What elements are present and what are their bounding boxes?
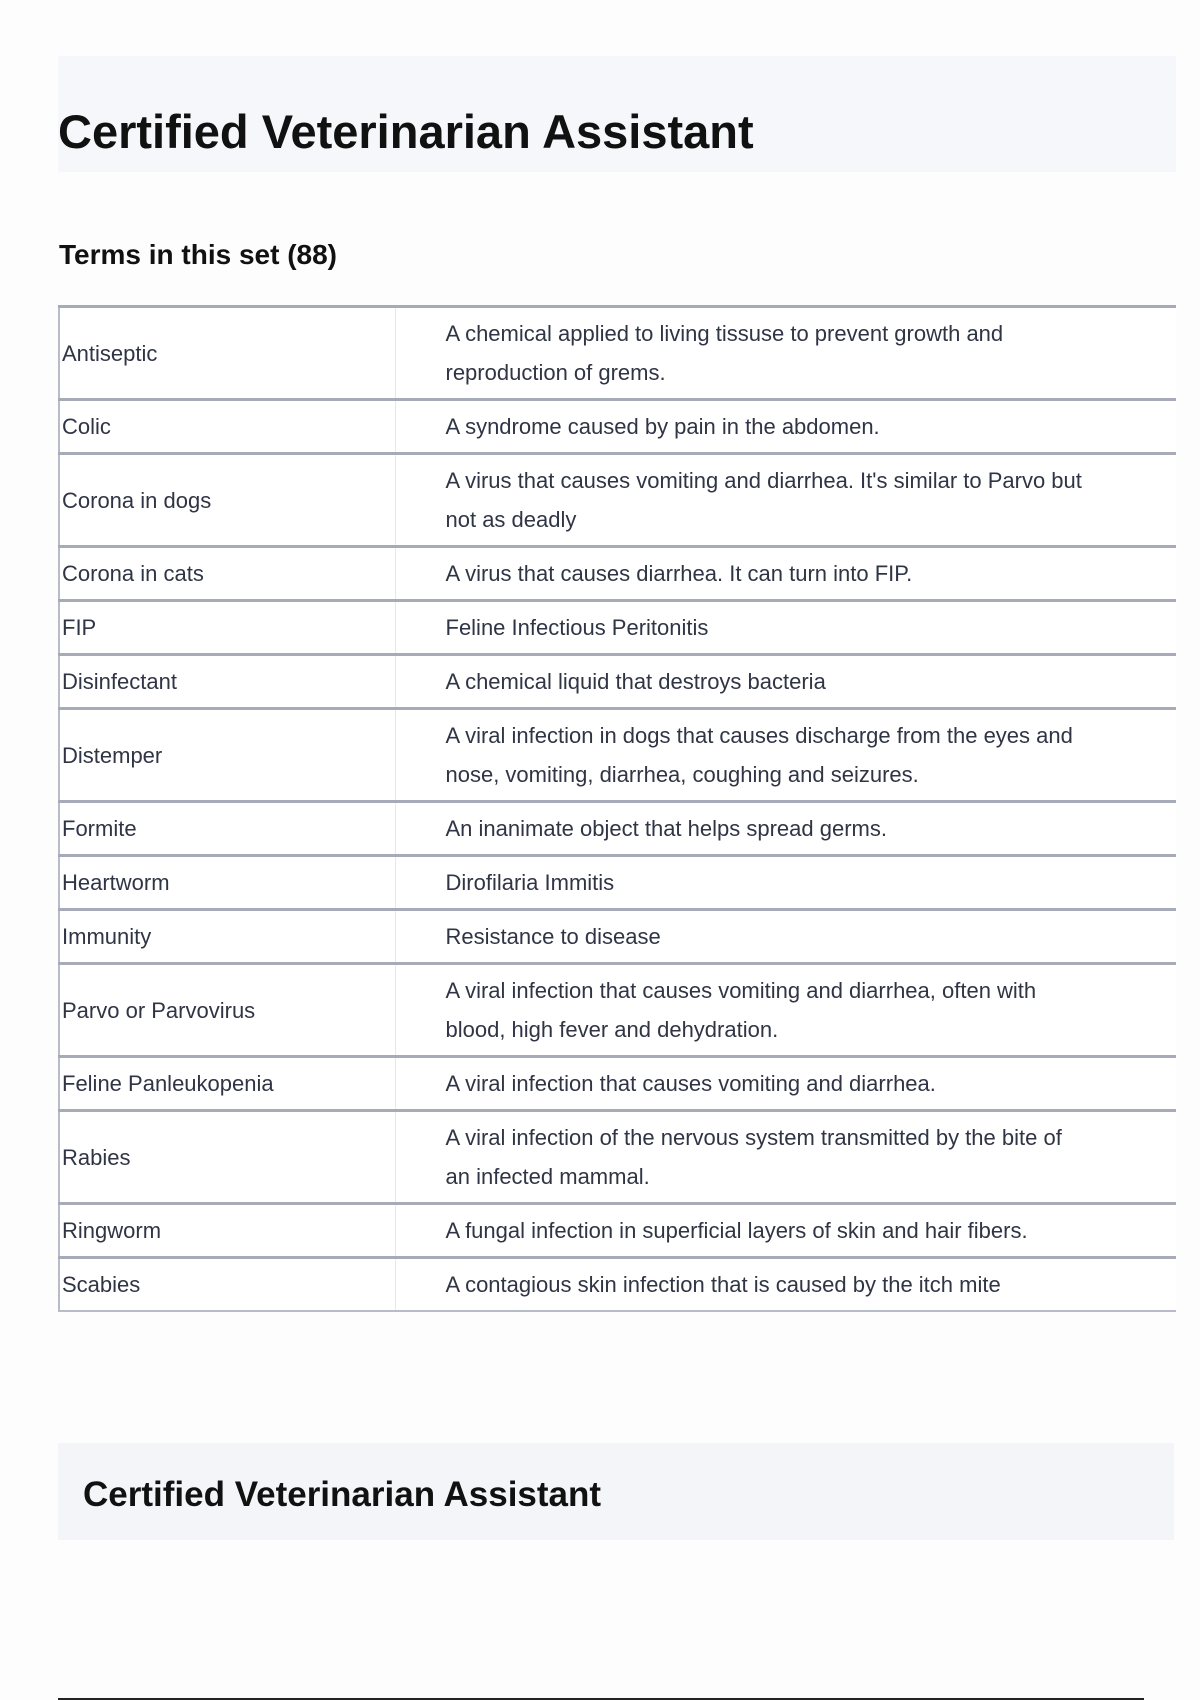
term-cell: Immunity [59,910,395,964]
definition-cell: Dirofilaria Immitis [395,856,1176,910]
definition-cell: A virus that causes diarrhea. It can turn into FIP. [395,547,1176,601]
page-title: Certified Veterinarian Assistant [58,105,754,158]
table-row [59,910,1176,964]
term-cell: Scabies [59,1258,395,1312]
table-row [59,454,1176,547]
term-cell: Formite [59,802,395,856]
table-row [59,1057,1176,1111]
term-cell: Colic [59,400,395,454]
footer-title: Certified Veterinarian Assistant [83,1475,602,1514]
definition-cell: A viral infection in dogs that causes discharge from the eyes and nose, vomiting, diarrhea, coughing and seizures. [395,709,1176,802]
term-cell: Disinfectant [59,655,395,709]
definition-cell: A virus that causes vomiting and diarrhea. It's similar to Parvo but not as deadly [395,454,1176,547]
term-cell: Parvo or Parvovirus [59,964,395,1057]
definition-cell: Feline Infectious Peritonitis [395,601,1176,655]
terms-list [58,305,1176,1443]
definition-cell: A fungal infection in superficial layers of skin and hair fibers. [395,1204,1176,1258]
term-cell: Feline Panleukopenia [59,1057,395,1111]
page-header [58,56,1176,172]
table-row [59,601,1176,655]
definition-cell: A viral infection that causes vomiting and diarrhea. [395,1057,1176,1111]
term-cell: Rabies [59,1111,395,1204]
table-row [59,655,1176,709]
table-row [59,547,1176,601]
table-row [59,856,1176,910]
term-cell: Corona in dogs [59,454,395,547]
table-row [59,400,1176,454]
term-cell: Ringworm [59,1204,395,1258]
definition-cell: A chemical liquid that destroys bacteria [395,655,1176,709]
terms-count-heading: Terms in this set (88) [59,239,338,270]
term-cell: FIP [59,601,395,655]
term-cell: Corona in cats [59,547,395,601]
table-row [59,1204,1176,1258]
table-row [59,307,1176,400]
definition-cell: A chemical applied to living tissuse to prevent growth and reproduction of grems. [395,307,1176,400]
table-row [59,1111,1176,1204]
definition-cell: A contagious skin infection that is caused by the itch mite [395,1258,1176,1312]
table-row [59,802,1176,856]
term-cell: Heartworm [59,856,395,910]
table-row [59,964,1176,1057]
table-row [59,709,1176,802]
definition-cell: Resistance to disease [395,910,1176,964]
definition-cell: A viral infection of the nervous system transmitted by the bite of an infected mammal. [395,1111,1176,1204]
footer-bar [58,1443,1174,1540]
term-cell: Distemper [59,709,395,802]
terms-table [58,305,1176,1312]
definition-cell: A syndrome caused by pain in the abdomen. [395,400,1176,454]
table-row [59,1258,1176,1312]
definition-cell: A viral infection that causes vomiting and diarrhea, often with blood, high fever and dehydration. [395,964,1176,1057]
definition-cell: An inanimate object that helps spread germs. [395,802,1176,856]
term-cell: Antiseptic [59,307,395,400]
